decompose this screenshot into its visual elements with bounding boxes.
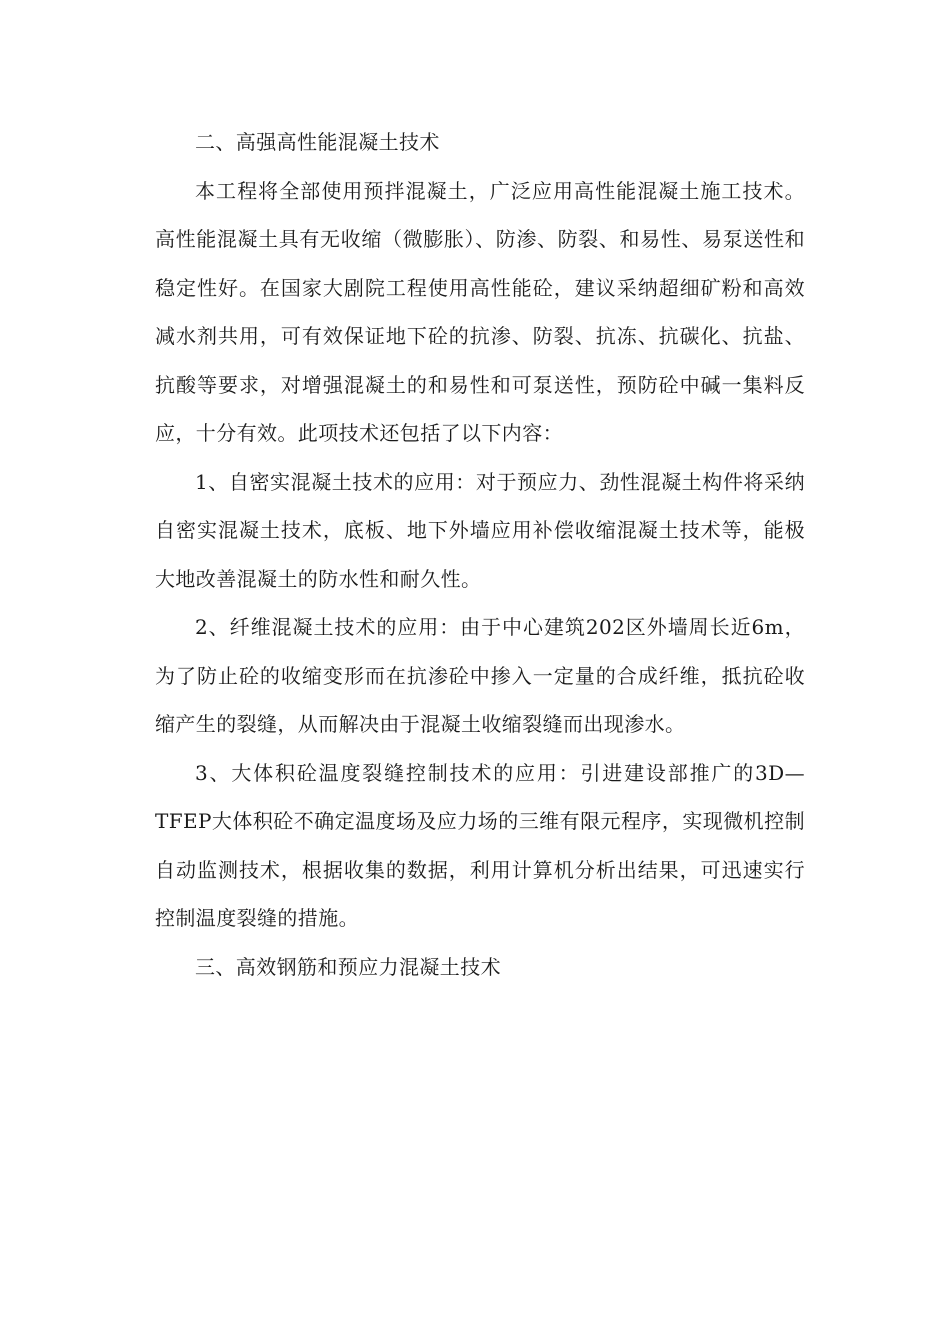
section-heading-2: 二、高强高性能混凝土技术 xyxy=(195,130,440,154)
list-item-mass-concrete: 3、大体积砼温度裂缝控制技术的应用：引进建设部推广的3D—TFEP大体积砼不确定温度场及应力场的三维有限元程序，实现微机控制自动监测技术，根据收集的数据，利用计算机分析出结果，可迅速实行控制温度裂缝的措施。 xyxy=(155,760,805,930)
intro-paragraph: 本工程将全部使用预拌混凝土，广泛应用高性能混凝土施工技术。高性能混凝土具有无收缩（微膨胀）、防渗、防裂、和易性、易泵送性和稳定性好。在国家大剧院工程使用高性能砼，建议采纳超细矿粉和高效减水剂共用，可有效保证地下砼的抗渗、防裂、抗冻、抗碳化、抗盐、抗酸等要求，对增强混凝土的和易性和可泵送性，预防砼中碱一集料反应，十分有效。此项技术还包括了以下内容： xyxy=(155,178,805,445)
document-body xyxy=(155,118,805,991)
section-heading-3: 三、高效钢筋和预应力混凝土技术 xyxy=(195,954,501,979)
list-item-fiber-concrete: 2、纤维混凝土技术的应用：由于中心建筑202区外墙周长近6m，为了防止砼的收缩变形而在抗渗砼中掺入一定量的合成纤维，抵抗砼收缩产生的裂缝，从而解决由于混凝土收缩裂缝而出现渗水。 xyxy=(155,615,805,736)
list-item-self-compacting: 1、自密实混凝土技术的应用：对于预应力、劲性混凝土构件将采纳自密实混凝土技术，底板、地下外墙应用补偿收缩混凝土技术等，能极大地改善混凝土的防水性和耐久性。 xyxy=(155,469,805,591)
